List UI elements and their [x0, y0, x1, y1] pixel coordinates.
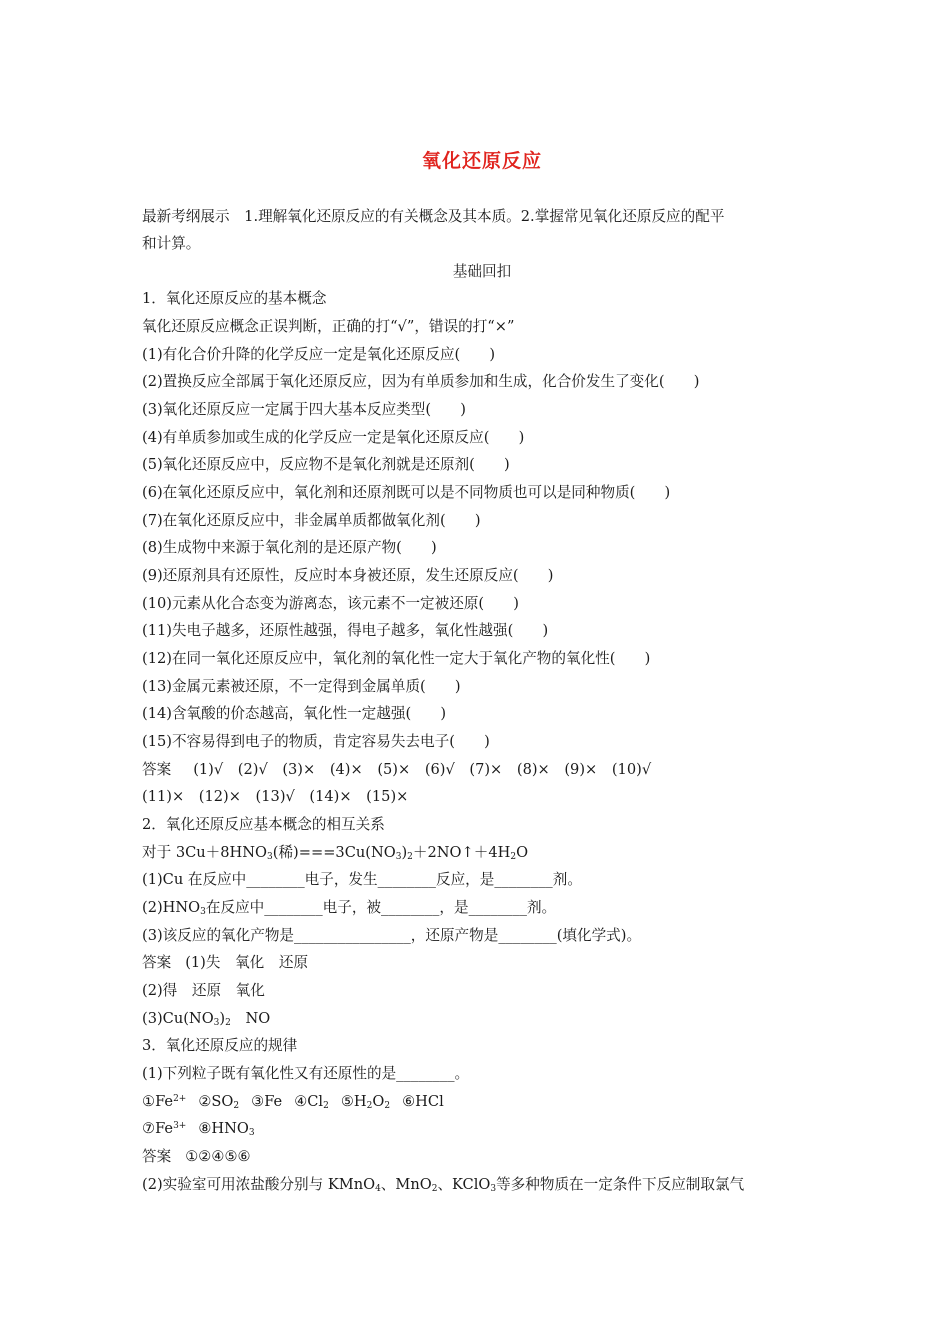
intro-line-2: 和计算。: [142, 235, 201, 252]
part2-question-1: (1)Cu 在反应中________电子，发生________反应，是________剂。: [142, 871, 582, 888]
part1-item-8: (8)生成物中来源于氧化剂的是还原产物( ): [142, 539, 437, 556]
answer-values: (1)√ (2)√ (3)× (4)× (5)× (6)√ (7)× (8)× (9)× (10)√: [193, 761, 652, 778]
page-title: 氧化还原反应: [421, 150, 542, 172]
part1-item-6: (6)在氧化还原反应中，氧化剂和还原剂既可以是不同物质也可以是同种物质( ): [142, 484, 671, 501]
part2-reaction-equation: 对于 $3Cu+8HNO_3$(稀)$===3Cu(NO_3)_2+2NO↑+4H_2O$: [142, 844, 529, 862]
part1-item-11: (11)失电子越多，还原性越强，得电子越多，氧化性越强( ): [142, 622, 549, 639]
part1-item-14: (14)含氧酸的价态越高，氧化性一定越强( ): [142, 705, 447, 722]
intro-line-1: 最新考纲展示 1.理解氧化还原反应的有关概念及其本质。2.掌握常见氧化还原反应的配平: [142, 208, 725, 225]
part1-item-2: (2)置换反应全部属于氧化还原反应，因为有单质参加和生成，化合价发生了变化( ): [142, 373, 700, 390]
part3-question-1: (1)下列粒子既有氧化性又有还原性的是________。: [142, 1065, 470, 1082]
part1-item-15: (15)不容易得到电子的物质，肯定容易失去电子( ): [142, 733, 490, 750]
part2-answer-3: $(3)Cu(NO_3)_2$ NO: [142, 1010, 271, 1028]
part1-item-12: (12)在同一氧化还原反应中，氧化剂的氧化性一定大于氧化产物的氧化性( ): [142, 650, 651, 667]
answer-label: 答案: [142, 1148, 172, 1165]
part1-item-10: (10)元素从化合态变为游离态，该元素不一定被还原( ): [142, 595, 520, 612]
section-heading: 基础回扣: [452, 263, 512, 280]
part3-heading: 3．氧化还原反应的规律: [142, 1037, 298, 1054]
part1-item-7: (7)在氧化还原反应中，非金属单质都做氧化剂( ): [142, 512, 481, 529]
part3-question-2: (2)实验室可用浓盐酸分别与 KMnO$_4$、MnO$_2$、KClO$_3$等多种物质在一定条件下反应制取氯气: [142, 1176, 745, 1194]
part1-item-3: (3)氧化还原反应一定属于四大基本反应类型( ): [142, 401, 466, 418]
part1-item-5: (5)氧化还原反应中，反应物不是氧化剂就是还原剂( ): [142, 456, 510, 473]
part2-question-2: $(2)HNO_3$在反应中________电子，被________，是________剂。: [142, 899, 557, 917]
answer-label: 答案: [142, 954, 172, 971]
part1-heading: 1．氧化还原反应的基本概念: [142, 290, 327, 307]
part2-heading: 2．氧化还原反应基本概念的相互关系: [142, 816, 385, 833]
part2-question-3: (3)该反应的氧化产物是________________，还原产物是________(填化学式)。: [142, 927, 642, 944]
part3-options-line-2: $⑦Fe^{3+}$ $⑧HNO_3$: [142, 1120, 255, 1138]
part2-answer-2: (2)得 还原 氧化: [142, 982, 265, 999]
part1-answer-line-2: (11)× (12)× (13)√ (14)× (15)×: [142, 788, 409, 805]
part1-instruction: 氧化还原反应概念正误判断，正确的打“√”，错误的打“×”: [142, 318, 515, 335]
part1-item-1: (1)有化合价升降的化学反应一定是氧化还原反应( ): [142, 346, 496, 363]
part1-item-13: (13)金属元素被还原，不一定得到金属单质( ): [142, 678, 461, 695]
part3-options-line-1: $①Fe^{2+}$ $②SO_2$ ③Fe $④Cl_2$ $⑤H_2O_2$ ⑥HCl: [142, 1093, 444, 1111]
answer-label: 答案: [142, 761, 172, 778]
part2-answer-1: 答案 (1)失 氧化 还原: [142, 954, 309, 971]
part1-item-9: (9)还原剂具有还原性，反应时本身被还原，发生还原反应( ): [142, 567, 554, 584]
part1-answer-line-1: [142, 760, 651, 780]
part1-item-4: (4)有单质参加或生成的化学反应一定是氧化还原反应( ): [142, 429, 525, 446]
part3-answer: 答案 ①②④⑤⑥: [142, 1148, 251, 1165]
